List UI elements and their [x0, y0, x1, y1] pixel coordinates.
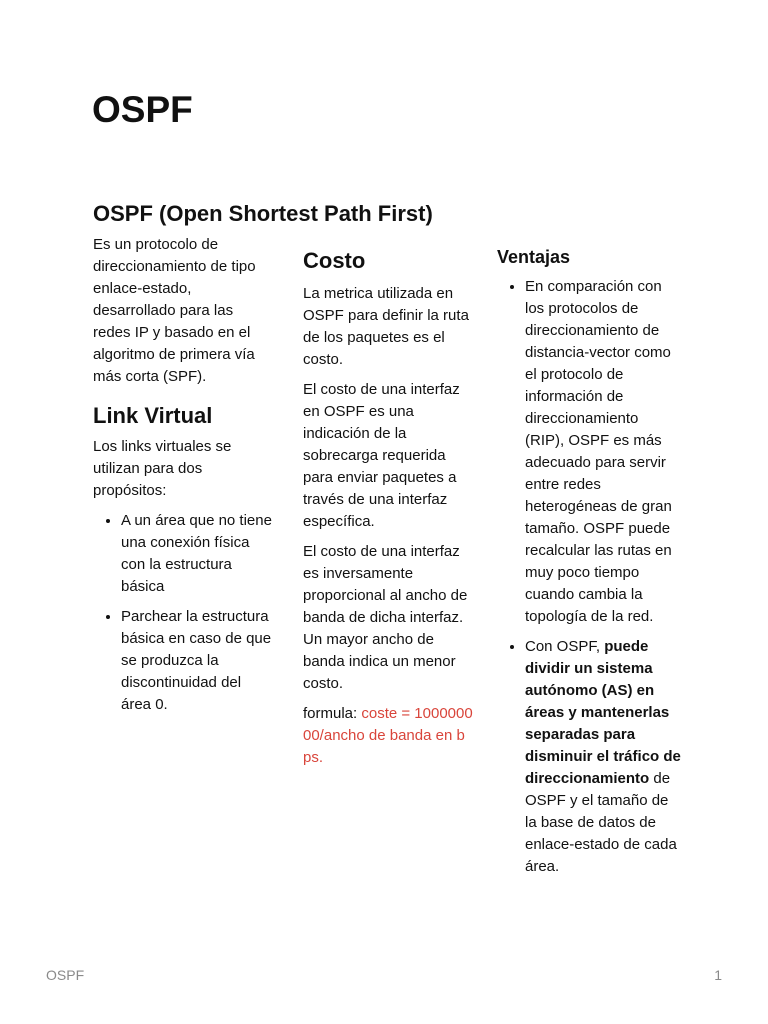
column-right	[497, 245, 681, 886]
costo-paragraph: El costo de una interfaz es inversamente proporcional al ancho de banda de dicha interfaz. Un mayor ancho de banda indica un menor costo.	[303, 543, 468, 692]
costo-paragraph: La metrica utilizada en OSPF para definir la ruta de los paquetes es el costo.	[303, 285, 469, 368]
link-virtual-heading: Link Virtual	[93, 403, 213, 428]
column-middle	[303, 247, 473, 777]
section-heading: OSPF (Open Shortest Path First)	[93, 201, 433, 226]
ventajas-heading: Ventajas	[497, 247, 571, 267]
list-item	[525, 636, 681, 878]
formula-label: formula:	[303, 705, 362, 722]
list-item: • En comparación con los protocolos de direccionamiento de distancia-vector como el protocolo de información de direccionamiento (RIP), OSPF es más adecuado para servir entre redes heterogéneas de gran tamaño. OSPF puede recalcular las rutas en muy poco tiempo cuando cambia la topología de la red.	[525, 276, 681, 628]
link-virtual-list	[93, 510, 273, 716]
link-virtual-text: Los links virtuales se utilizan para dos propósitos:	[93, 438, 232, 499]
footer-label: OSPF	[46, 967, 85, 983]
ventajas-item-text: Con OSPF,	[525, 638, 605, 655]
list-item: • A un área que no tiene una conexión física con la estructura básica	[121, 510, 273, 598]
document-title: OSPF	[92, 89, 193, 130]
ventajas-item-bold: puede dividir un sistema autónomo (AS) en áreas y mantenerlas separadas para disminuir el tráfico de direccionamiento	[525, 638, 681, 787]
page-number: 1	[714, 967, 722, 983]
costo-paragraph: El costo de una interfaz en OSPF es una indicación de la sobrecarga requerida para enviar paquetes a través de una interfaz específica.	[303, 381, 460, 530]
costo-heading: Costo	[303, 248, 366, 273]
column-left	[93, 234, 273, 724]
formula-value: coste = 100000000/ancho de banda en bps.	[303, 705, 473, 766]
ventajas-list	[497, 276, 681, 878]
list-item: • Parchear la estructura básica en caso de que se produzca la discontinuidad del área 0.	[121, 606, 273, 716]
ventajas-item-text: de OSPF y el tamaño de la base de datos de enlace-estado de cada área.	[525, 770, 677, 875]
intro-paragraph: Es un protocolo de direccionamiento de tipo enlace-estado, desarrollado para las redes IP y basado en el algoritmo de primera vía más corta (SPF).	[93, 236, 256, 385]
formula	[303, 703, 473, 769]
